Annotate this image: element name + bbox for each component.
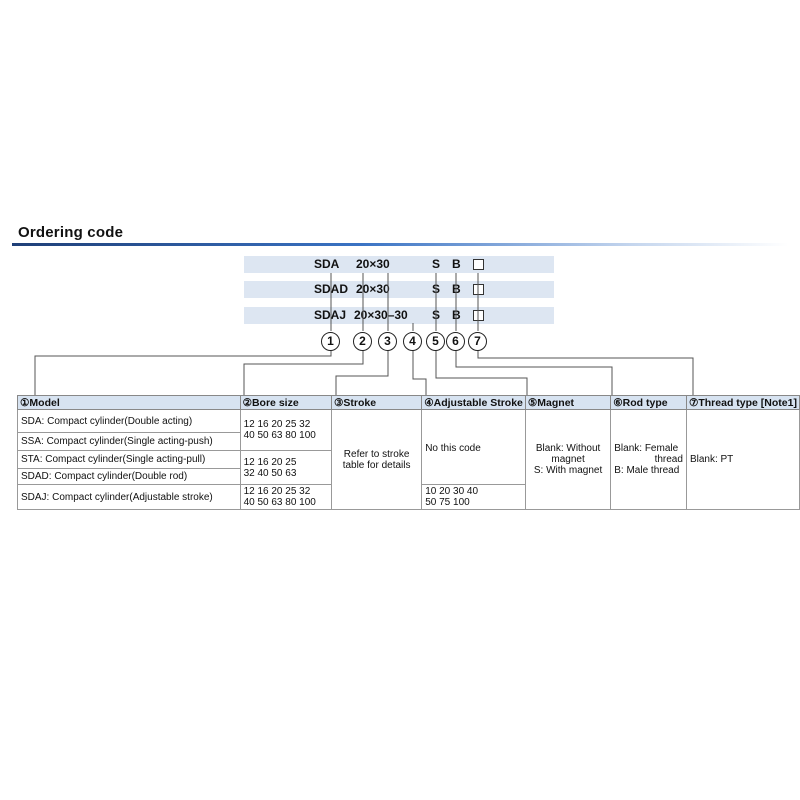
code-model: SDAD: [314, 282, 349, 296]
adjustable-line: 50 75 100: [425, 497, 470, 508]
marker-7: 7: [468, 332, 487, 351]
table-header-row: [18, 396, 800, 410]
bore-line: 40 50 63 80 100: [243, 430, 316, 441]
model-sdaj: SDAJ: Compact cylinder(Adjustable stroke): [18, 485, 241, 510]
section-heading: Ordering code: [18, 224, 124, 241]
code-magnet: S: [432, 308, 441, 322]
magnet-line: Blank: Without: [535, 443, 601, 454]
header-adjustable: ④Adjustable Stroke: [422, 396, 526, 410]
code-size: 20×30: [356, 282, 390, 296]
bore-group-3: [240, 485, 331, 510]
spec-table: [17, 395, 800, 510]
code-magnet: S: [432, 257, 441, 271]
adjustable-none: No this code: [422, 410, 526, 485]
model-ssa: SSA: Compact cylinder(Single acting-push): [18, 433, 241, 451]
code-size: 20×30–30: [354, 308, 408, 322]
magnet-line: magnet: [551, 454, 585, 465]
marker-1: 1: [321, 332, 340, 351]
table-row: [18, 410, 800, 433]
header-thread: ⑦Thread type [Note1]: [686, 396, 799, 410]
marker-5: 5: [426, 332, 445, 351]
code-size: 20×30: [356, 257, 390, 271]
marker-3: 3: [378, 332, 397, 351]
header-magnet: ⑤Magnet: [525, 396, 610, 410]
header-rod: ⑥Rod type: [611, 396, 687, 410]
magnet-cell: [525, 410, 610, 510]
marker-6: 6: [446, 332, 465, 351]
header-model: ①Model: [18, 396, 241, 410]
marker-2: 2: [353, 332, 372, 351]
bore-group-1: [240, 410, 331, 451]
bore-line: 12 16 20 25: [243, 456, 297, 468]
code-rod: B: [452, 308, 461, 322]
rod-cell: [611, 410, 687, 510]
adjustable-line: 10 20 30 40: [425, 486, 479, 497]
header-stroke: ③Stroke: [332, 396, 422, 410]
thread-cell: Blank: PT: [686, 410, 799, 510]
code-model: SDAJ: [314, 308, 347, 322]
code-magnet: S: [432, 282, 441, 296]
model-sda: SDA: Compact cylinder(Double acting): [18, 410, 241, 433]
rod-line: B: Male thread: [614, 465, 680, 476]
code-rod: B: [452, 282, 461, 296]
header-bore: ②Bore size: [240, 396, 331, 410]
adjustable-values: [422, 485, 526, 510]
rod-line: thread: [654, 454, 683, 465]
model-sdad: SDAD: Compact cylinder(Double rod): [18, 469, 241, 485]
bore-line: 32 40 50 63: [243, 467, 297, 479]
code-model: SDA: [314, 257, 340, 271]
bore-group-2: [240, 451, 331, 485]
marker-4: 4: [403, 332, 422, 351]
rod-line: Blank: Female: [614, 443, 679, 454]
bore-line: 40 50 63 80 100: [243, 497, 316, 508]
bore-line: 12 16 20 25 32: [243, 486, 311, 497]
model-sta: STA: Compact cylinder(Single acting-pull): [18, 451, 241, 469]
magnet-line: S: With magnet: [533, 465, 603, 476]
code-rod: B: [452, 257, 461, 271]
bore-line: 12 16 20 25 32: [243, 419, 311, 430]
stroke-cell: Refer to stroke table for details: [332, 410, 422, 510]
